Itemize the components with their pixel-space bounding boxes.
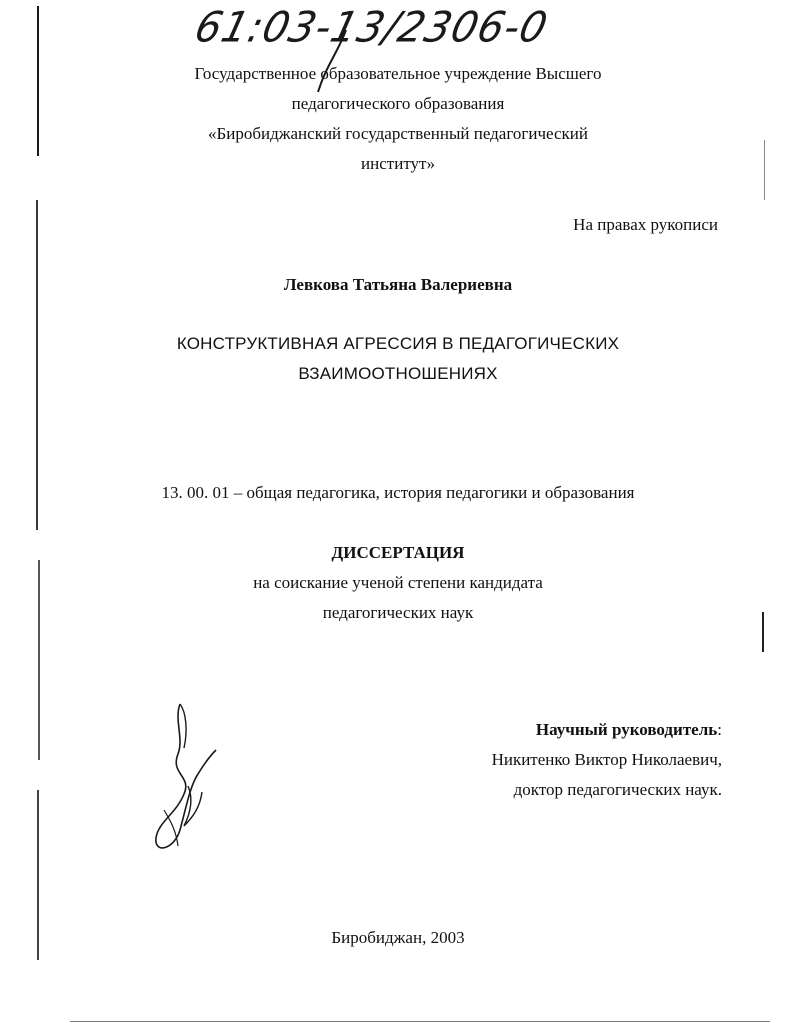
archive-number-handwritten: 61:03-13/2306-0 — [189, 3, 553, 53]
supervisor-degree: доктор педагогических наук. — [513, 780, 722, 799]
supervisor-heading-colon: : — [717, 720, 722, 739]
degree-line-1: на соискание ученой степени кандидата — [253, 573, 543, 592]
supervisor-heading — [536, 720, 722, 740]
institution-line-1: Государственное образовательное учреждение Высшего — [194, 64, 602, 83]
place-and-year: Биробиджан, 2003 — [331, 928, 465, 947]
author-name: Левкова Татьяна Валериевна — [283, 275, 513, 294]
supervisor-heading-label: Научный руководитель — [535, 720, 718, 739]
dissertation-title-line-1: КОНСТРУКТИВНАЯ АГРЕССИЯ В ПЕДАГОГИЧЕСКИХ — [176, 334, 620, 353]
institution-line-4: институт» — [361, 154, 435, 173]
institution-line-3: «Биробиджанский государственный педагогический — [208, 124, 588, 143]
document-type: ДИССЕРТАЦИЯ — [331, 543, 465, 562]
institution-line-2: педагогического образования — [291, 94, 505, 113]
manuscript-rights: На правах рукописи — [573, 215, 718, 234]
specialty-code: 13. 00. 01 – общая педагогика, история педагогики и образования — [161, 483, 635, 502]
scan-bottom-line — [70, 1021, 770, 1022]
supervisor-name: Никитенко Виктор Николаевич, — [491, 750, 722, 769]
pen-stroke — [0, 0, 796, 120]
signature-image — [140, 690, 230, 860]
degree-line-2: педагогических наук — [322, 603, 474, 622]
dissertation-title-line-2: ВЗАИМООТНОШЕНИЯХ — [298, 364, 498, 383]
